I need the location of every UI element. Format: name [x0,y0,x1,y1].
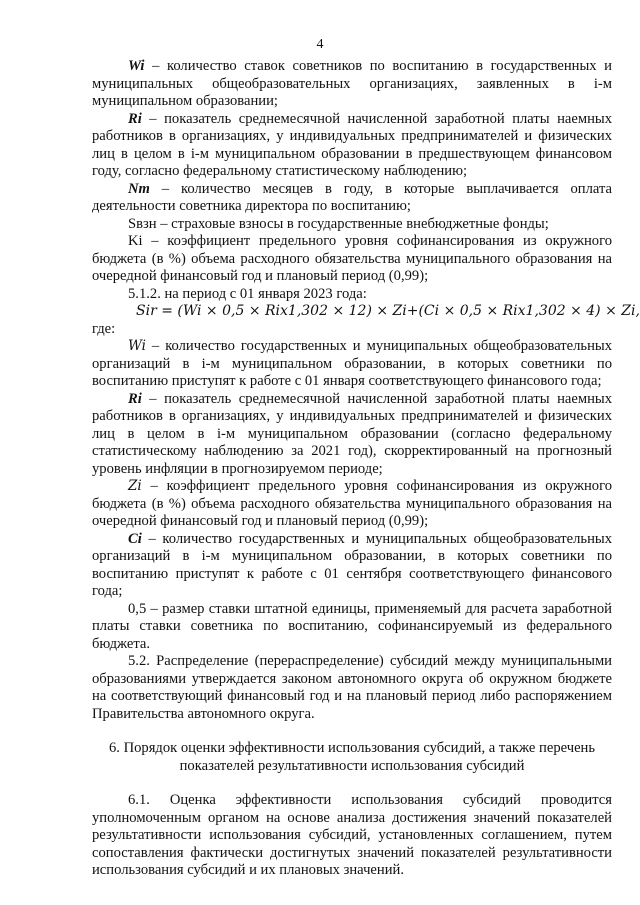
var-wi2: Wi [128,338,146,354]
nm-text: – количество месяцев в году, в которые выплачивается оплата деятельности советника директора по воспитанию; [92,180,612,214]
ri2-text: – показатель среднемесячной начисленной заработной платы наемных работников в организациях, у индивидуальных предпринимателей и физических лиц в целом в i-м муниципальном образовании (согласно федеральному статистическому наблюдению за 2021 год), скорректированный на прогнозный уровень инфляции в прогнозируемом периоде; [92,390,612,477]
var-wi: Wi [128,58,145,74]
spacer [92,723,612,740]
paragraph-zi [92,478,612,531]
paragraph-wi2 [92,338,612,391]
section-6-heading: 6. Порядок оценки эффективности использования субсидий, а также перечень показателей результативности использования субсидий [108,740,596,774]
paragraph-wi [92,58,612,111]
paragraph-ri2 [92,391,612,479]
paragraph-5-1-2: 5.1.2. на период с 01 января 2023 года: [128,285,367,302]
wi-text: – количество ставок советников по воспитанию в государственных и муниципальных общеобразовательных организациях, заявленных в i-м муниципальном образовании; [92,58,612,109]
var-ci: Ci [128,530,142,547]
wi2-text: – количество государственных и муниципальных общеобразовательных организаций в i-м муниципальном образовании, в которых советники по воспитанию приступят к работе с 01 января соответствующего финансового года; [92,338,612,389]
page-number: 4 [316,37,324,52]
ri-text: – показатель среднемесячной начисленной заработной платы наемных работников в организациях, у индивидуальных предпринимателей и физических лиц в целом в i-м муниципальном образовании в предшествующем финансовом году, согласно федеральному статистическому наблюдению; [92,110,612,179]
var-nm: Nm [128,180,150,197]
ci-text: – количество государственных и муниципальных общеобразовательных организаций в i-м муниципальном образовании, в которых советники по воспитанию приступят к работе с 01 сентября соответствующего финансового года; [92,530,612,599]
zi-text: – коэффициент предельного уровня софинансирования из окружного бюджета (в %) объема расходного обязательства муниципального образования на очередной финансовый год и плановый период (0,99); [92,478,612,529]
formula-sir: Sir = (Wi × 0,5 × Rix1,302 × 12) × Zi+(Ci × 0,5 × Rix1,302 × 4) × Zi, [136,303,640,319]
paragraph-ri [92,111,612,181]
where-label: где: [92,320,116,337]
paragraph-svzn: Sвзн – страховые взносы в государственные внебюджетные фонды; [128,215,549,232]
paragraph-ci [92,531,612,601]
document-body [92,58,640,880]
paragraph-0-5: 0,5 – размер ставки штатной единицы, применяемый для расчета заработной платы ставки советника по воспитанию, софинансируемый из федерального бюджета. [92,600,612,652]
var-ri2: Ri [128,390,142,407]
paragraph-6-1: 6.1. Оценка эффективности использования субсидий проводится уполномоченным органом на основе анализа достижения значений показателей результативности использования субсидий, установленных соглашением, путем сопоставления фактически достигнутых значений показателей результативности использования субсидий и их плановых значений. [92,792,612,878]
var-zi: Zi [128,478,142,494]
paragraph-ki: Ki – коэффициент предельного уровня софинансирования из окружного бюджета (в %) объема расходного обязательства муниципального образования на очередной финансовый год и плановый период (0,99); [92,233,612,284]
spacer [92,775,612,792]
paragraph-5-2: 5.2. Распределение (перераспределение) субсидий между муниципальными образованиями утверждается законом автономного округа об окружном бюджете на соответствующий финансовый год и на плановый период либо распоряжением Правительства автономного округа. [92,653,612,722]
paragraph-nm [92,181,612,216]
var-ri: Ri [128,110,142,127]
